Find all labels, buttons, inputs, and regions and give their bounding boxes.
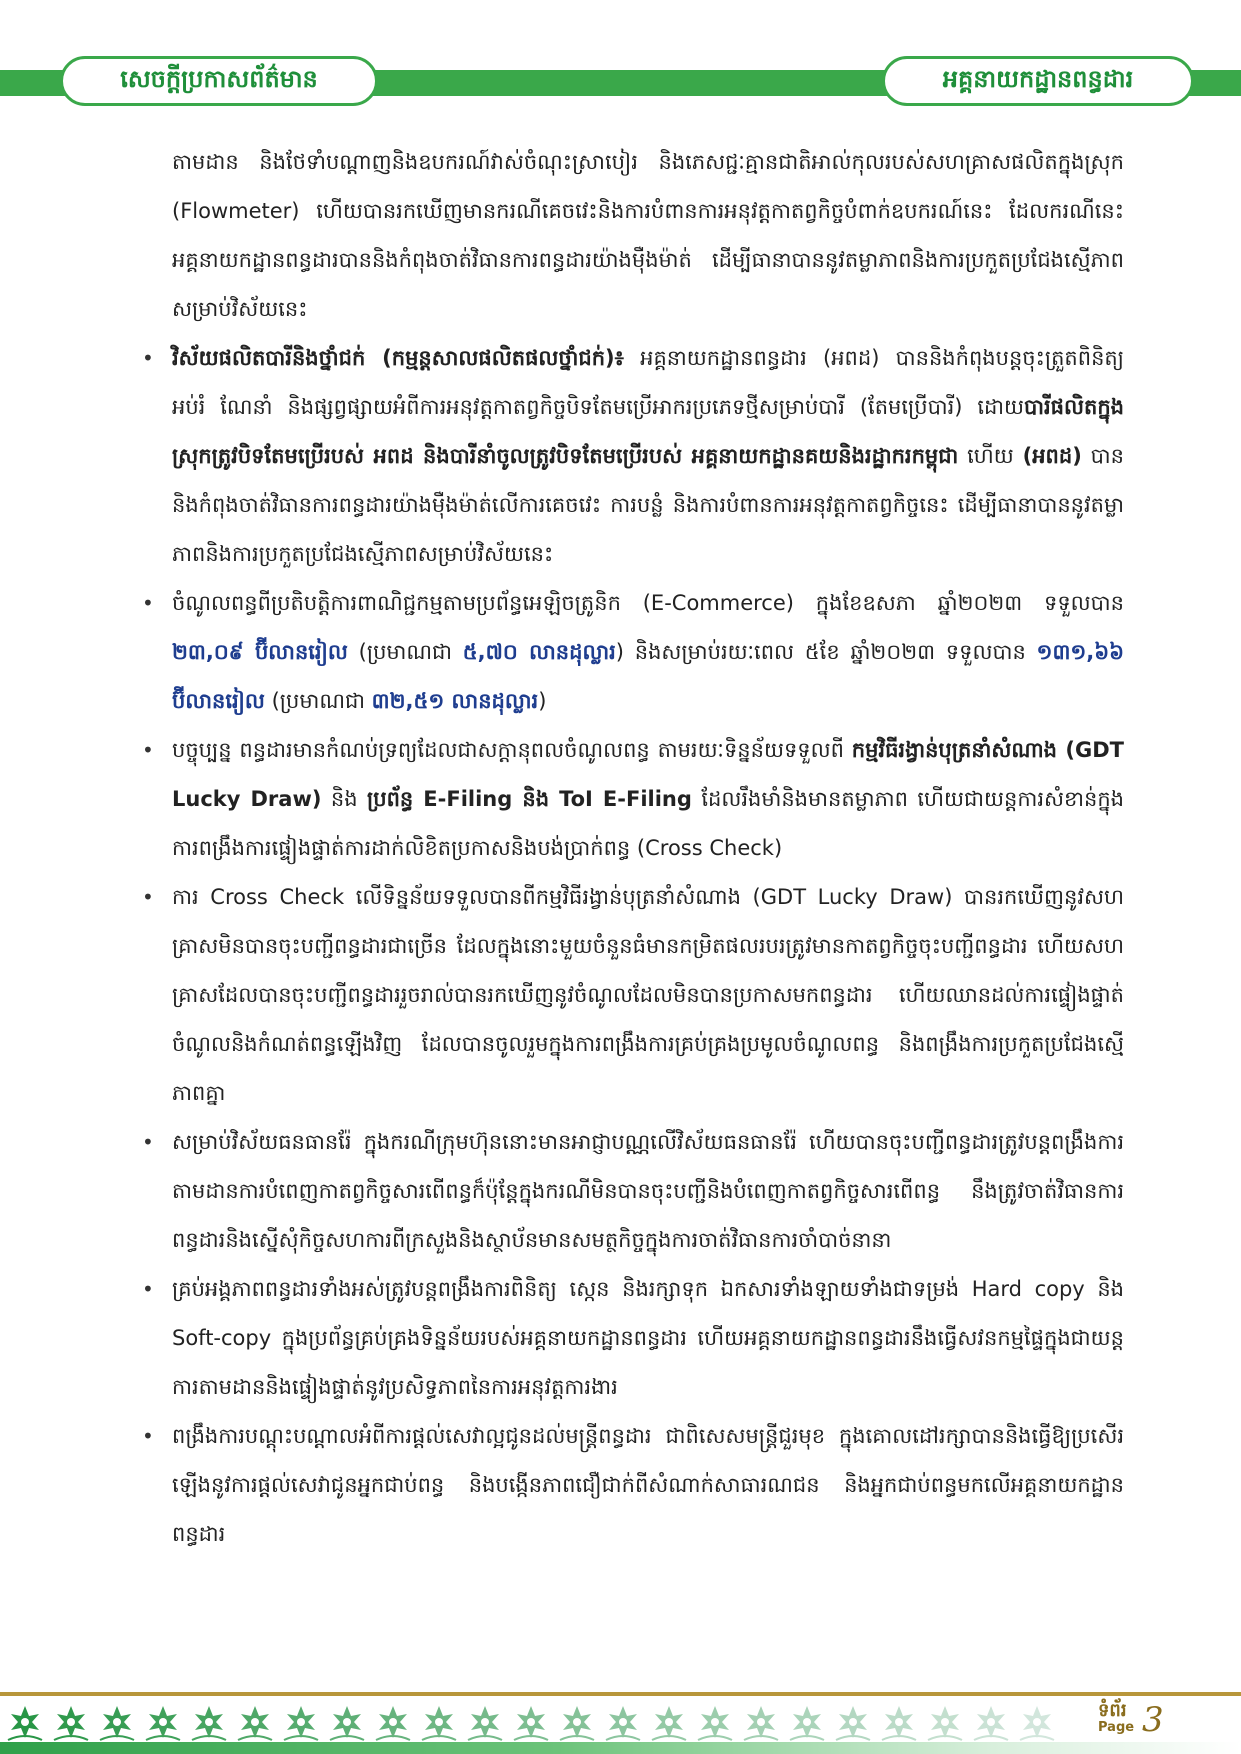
ecommerce-value-1: ២៣,០៩ ប៊ីលានរៀល — [172, 640, 348, 664]
luckydraw-bold-1: កម្មវិធីរង្វាន់បុត្រនាំសំណាង (GDT Lucky Draw) — [172, 738, 1124, 811]
tobacco-heading: វិស័យផលិតបារីនិងថ្នាំជក់ (កម្មន្តសាលផលិតផលថ្នាំជក់)៖ — [172, 346, 624, 370]
tobacco-text-1: អគ្គនាយកដ្ឋានពន្ធដារ (អពដ) បាននិងកំពុងបន្តចុះត្រួតពិនិត្យ អប់រំ ណែនាំ និងផ្សព្វផ្សាយអំពីការអនុវត្តកាតព្វកិច្ចបិទតែមប្រើអាករប្រភេទថ្មីសម្រាប់បារី (តែមប្រើបារី) ដោយ — [172, 346, 1124, 419]
footer-ornament-row — [0, 1702, 1076, 1742]
bullet-icon: • — [142, 885, 154, 909]
footer-ornament-icon — [604, 1702, 642, 1742]
luckydraw-text-1: បច្ចុប្បន្ន ពន្ធដារមានកំណប់ទ្រព្យដែលជាសក្តានុពលចំណូលពន្ធ តាមរយៈទិន្នន័យទទួលពី — [172, 738, 852, 762]
bullet-item-ecommerce — [142, 579, 1124, 726]
footer-gradient-strip — [0, 1742, 1241, 1754]
bullet-item-records — [142, 1265, 1124, 1412]
page-label: Page — [1098, 1720, 1135, 1735]
ecommerce-value-2: ៥,៧០ លានដុល្លារ — [462, 640, 616, 664]
document-body — [142, 138, 1125, 1559]
bullet-icon: • — [142, 1424, 154, 1448]
page-number-box — [1098, 1696, 1198, 1746]
footer-ornament-icon — [1018, 1702, 1056, 1742]
tobacco-text-3: បាននិងកំពុងចាត់វិធានការពន្ធដារយ៉ាងម៉ឺងម៉ាត់លើការគេចវេះ ការបន្លំ និងការបំពានការអនុវត្តកាតព្វកិច្ចនេះ ដើម្បីធានាបាននូវតម្លាភាពនិងការប្រកួតប្រជែងស្មើភាពសម្រាប់វិស័យនេះ — [172, 444, 1124, 566]
intro-paragraph: តាមដាន និងថែទាំបណ្ដាញនិងឧបករណ៍វាស់ចំណុះស្រាបៀរ និងភេសជ្ជៈគ្មានជាតិអាល់កុលរបស់សហគ្រាសផលិតក្នុងស្រុក (Flowmeter) ហើយបានរកឃើញមានករណីគេចវេះនិងការបំពានការអនុវត្តកាតព្វកិច្ចបំពាក់ឧបករណ៍នេះ ដែលករណីនេះអគ្គនាយកដ្ឋានពន្ធដារបាននិងកំពុងចាត់វិធានការពន្ធដារយ៉ាងម៉ឺងម៉ាត់ ដើម្បីធានាបាននូវតម្លាភាពនិងការប្រកួតប្រជែងស្មើភាពសម្រាប់វិស័យនេះ — [172, 150, 1124, 321]
ecommerce-text-5: ) — [538, 689, 547, 713]
ecommerce-text-3: ) និងសម្រាប់រយៈពេល ៥ខែ ឆ្នាំ២០២៣ ទទួលបាន — [615, 640, 1037, 664]
luckydraw-text-2: និង — [321, 787, 367, 811]
bullet-item-lucky-draw — [142, 726, 1125, 873]
ecommerce-value-3: ១៣១,៦៦ ប៊ីលានរៀល — [172, 640, 1124, 713]
footer-ornament-icon — [6, 1702, 44, 1742]
footer-ornament-icon — [558, 1702, 596, 1742]
footer-ornament-icon — [926, 1702, 964, 1742]
tobacco-bold-2: បារីផលិតក្នុងស្រុកត្រូវបិទតែមប្រើរបស់ អពដ និងបារីនាំចូលត្រូវបិទតែមប្រើរបស់ អគ្គនាយកដ្ឋានគយនិងរដ្ឋាករកម្ពុជា — [172, 395, 1124, 468]
footer-ornament-icon — [282, 1702, 320, 1742]
bullet-icon: • — [142, 591, 154, 615]
page-number: 3 — [1142, 1700, 1164, 1740]
footer-ornament-icon — [742, 1702, 780, 1742]
footer-ornament-icon — [834, 1702, 872, 1742]
page-header — [0, 52, 1241, 112]
luckydraw-bold-2: ប្រព័ន្ធ E-Filing និង ToI E-Filing — [367, 787, 692, 811]
footer-ornament-icon — [52, 1702, 90, 1742]
ecommerce-text-1: ចំណូលពន្ធពីប្រតិបត្តិការពាណិជ្ជកម្មតាមប្រព័ន្ធអេឡិចត្រូនិក (E-Commerce) ក្នុងខែឧសភា ឆ្នាំ២០២៣ ទទួលបាន — [172, 591, 1124, 615]
ecommerce-value-4: ៣២,៥១ លានដុល្លារ — [371, 689, 539, 713]
crosscheck-text: ការ Cross Check លើទិន្នន័យទទួលបានពីកម្មវិធីរង្វាន់បុត្រនាំសំណាង (GDT Lucky Draw) បានរកឃើញនូវសហគ្រាសមិនបានចុះបញ្ជីពន្ធដារជាច្រើន ដែលក្នុងនោះមួយចំនួនធំមានកម្រិតផលរបរត្រូវមានកាតព្វកិច្ចចុះបញ្ជីពន្ធដារ ហើយសហគ្រាសដែលបានចុះបញ្ជីពន្ធដាររួចរាល់បានរកឃើញនូវចំណូលដែលមិនបានប្រកាសមកពន្ធដារ ហើយឈានដល់ការផ្ទៀងផ្ទាត់ចំណូលនិងកំណត់ពន្ធឡើងវិញ ដែលបានចូលរួមក្នុងការពង្រឹងការគ្រប់គ្រងប្រមូលចំណូលពន្ធ និងពង្រឹងការប្រកួតប្រជែងស្មើភាពគ្នា — [172, 885, 1124, 1105]
bullet-icon: • — [142, 738, 154, 762]
tobacco-text-2: ហើយ — [958, 444, 1023, 468]
header-left-title: សេចក្តីប្រកាសព័ត៌មាន — [60, 56, 378, 106]
footer-ornament-icon — [144, 1702, 182, 1742]
bullet-item-training — [142, 1412, 1124, 1559]
footer-ornament-icon — [236, 1702, 274, 1742]
ecommerce-text-4: (ប្រមាណជា — [264, 689, 372, 713]
bullet-icon: • — [142, 346, 154, 370]
footer-ornament-icon — [420, 1702, 458, 1742]
footer-divider — [0, 1692, 1241, 1696]
bullet-icon: • — [142, 1277, 154, 1301]
footer-ornament-icon — [880, 1702, 918, 1742]
footer-ornament-icon — [328, 1702, 366, 1742]
bullet-icon: • — [142, 1130, 154, 1154]
tobacco-bold-3: (អពដ) — [1022, 444, 1082, 468]
footer-ornament-icon — [98, 1702, 136, 1742]
footer-ornament-icon — [696, 1702, 734, 1742]
footer-ornament-icon — [374, 1702, 412, 1742]
records-text: គ្រប់អង្គភាពពន្ធដារទាំងអស់ត្រូវបន្តពង្រឹងការពិនិត្យ ស្កេន និងរក្សាទុក ឯកសារទាំងឡាយទាំងជាទម្រង់ Hard copy និង Soft-copy ក្នុងប្រព័ន្ធគ្រប់គ្រងទិន្នន័យរបស់អគ្គនាយកដ្ឋានពន្ធដារ ហើយអគ្គនាយកដ្ឋានពន្ធដារនឹងធ្វើសវនកម្មផ្ទៃក្នុងជាយន្តការតាមដាននិងផ្ទៀងផ្ទាត់នូវប្រសិទ្ធភាពនៃការអនុវត្តការងារ — [172, 1277, 1124, 1399]
mining-text: សម្រាប់វិស័យធនធានរ៉ែ ក្នុងករណីក្រុមហ៊ុននោះមានអាជ្ញាបណ្ណលើវិស័យធនធានរ៉ែ ហើយបានចុះបញ្ជីពន្ធដារត្រូវបន្តពង្រឹងការតាមដានការបំពេញកាតព្វកិច្ចសារពើពន្ធក៏ប៉ុន្តែក្នុងករណីមិនបានចុះបញ្ជីនិងបំពេញកាតព្វកិច្ចសារពើពន្ធ នឹងត្រូវចាត់វិធានការពន្ធដារនិងស្នើសុំកិច្ចសហការពីក្រសួងនិងស្ថាប័នមានសមត្ថកិច្ចក្នុងការចាត់វិធានការចាំបាច់នានា — [172, 1130, 1124, 1252]
footer-ornament-icon — [512, 1702, 550, 1742]
bullet-item-cross-check — [142, 873, 1124, 1118]
footer-ornament-icon — [650, 1702, 688, 1742]
footer-ornament-icon — [972, 1702, 1010, 1742]
footer-ornament-icon — [190, 1702, 228, 1742]
header-right-title: អគ្គនាយកដ្ឋានពន្ធដារ — [882, 56, 1194, 106]
footer-ornament-icon — [466, 1702, 504, 1742]
luckydraw-text-3: ដែលរឹងមាំនិងមានតម្លាភាព ហើយជាយន្តការសំខាន់ក្នុងការពង្រឹងការផ្ទៀងផ្ទាត់ការដាក់លិខិតប្រកាសនិងបង់ប្រាក់ពន្ធ (Cross Check) — [172, 787, 1125, 860]
bullet-item-mining — [142, 1118, 1124, 1265]
bullet-list — [142, 334, 1125, 1559]
footer-ornament-icon — [788, 1702, 826, 1742]
bullet-item-tobacco — [142, 334, 1124, 579]
page-label-khmer: ទំព័រ — [1098, 1700, 1127, 1721]
ecommerce-text-2: (ប្រមាណជា — [347, 640, 463, 664]
training-text: ពង្រឹងការបណ្តុះបណ្តាលអំពីការផ្តល់សេវាល្អជូនដល់មន្ត្រីពន្ធដារ ជាពិសេសមន្ត្រីជួរមុខ ក្នុងគោលដៅរក្សាបាននិងធ្វើឱ្យប្រសើរឡើងនូវការផ្តល់សេវាជូនអ្នកជាប់ពន្ធ និងបង្កើនភាពជឿជាក់ពីសំណាក់សាធារណជន និងអ្នកជាប់ពន្ធមកលើអគ្គនាយកដ្ឋានពន្ធដារ — [172, 1424, 1124, 1546]
